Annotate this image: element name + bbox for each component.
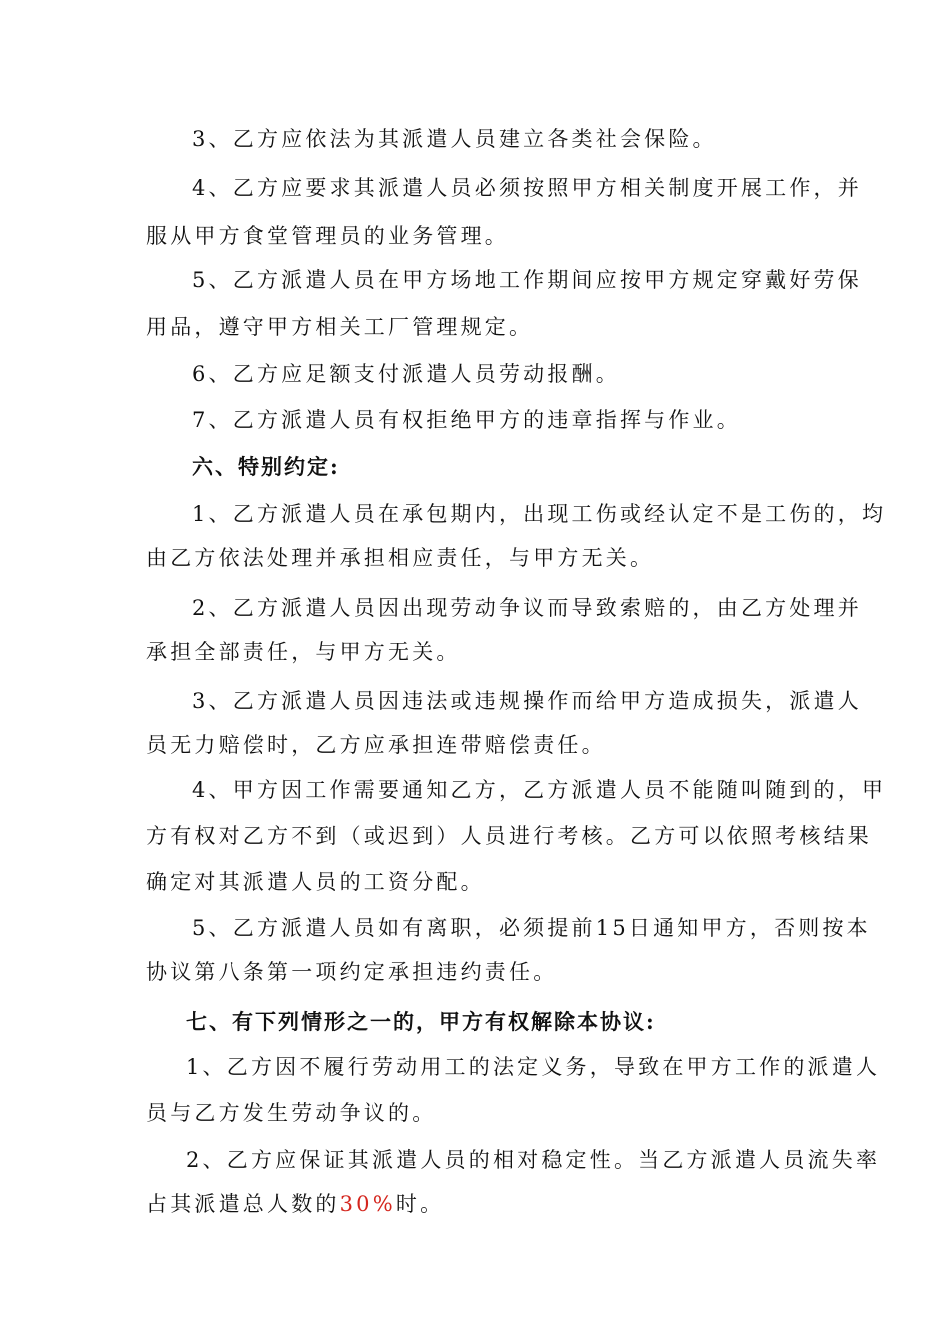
highlighted-percentage: 30% xyxy=(339,1192,396,1216)
paragraph-line: 4、乙方应要求其派遣人员必须按照甲方相关制度开展工作，并 xyxy=(192,176,862,200)
paragraph-line: 6、乙方应足额支付派遣人员劳动报酬。 xyxy=(192,362,620,386)
paragraph-line: 员无力赔偿时，乙方应承担连带赔偿责任。 xyxy=(146,733,606,757)
paragraph-line: 用品，遵守甲方相关工厂管理规定。 xyxy=(146,315,534,339)
paragraph-line: 承担全部责任，与甲方无关。 xyxy=(146,640,461,664)
paragraph-line: 员与乙方发生劳动争议的。 xyxy=(146,1101,437,1125)
paragraph-line: 7、乙方派遣人员有权拒绝甲方的违章指挥与作业。 xyxy=(192,408,741,432)
paragraph-line: 3、乙方派遣人员因违法或违规操作而给甲方造成损失，派遣人 xyxy=(192,689,862,713)
paragraph-line: 4、甲方因工作需要通知乙方，乙方派遣人员不能随叫随到的，甲 xyxy=(192,778,887,802)
paragraph-text: 占其派遣总人数的 xyxy=(146,1192,340,1216)
paragraph-line: 服从甲方食堂管理员的业务管理。 xyxy=(146,224,509,248)
paragraph-line: 1、乙方派遣人员在承包期内，出现工伤或经认定不是工伤的，均 xyxy=(192,502,887,526)
paragraph-line: 5、乙方派遣人员如有离职，必须提前15日通知甲方，否则按本 xyxy=(192,916,871,940)
paragraph-line: 由乙方依法处理并承担相应责任，与甲方无关。 xyxy=(146,546,655,570)
paragraph-line: 2、乙方派遣人员因出现劳动争议而导致索赔的，由乙方处理并 xyxy=(192,596,862,620)
section-heading: 七、有下列情形之一的，甲方有权解除本协议: xyxy=(186,1009,656,1034)
paragraph-line: 2、乙方应保证其派遣人员的相对稳定性。当乙方派遣人员流失率 xyxy=(186,1148,881,1172)
paragraph-line: 1、乙方因不履行劳动用工的法定义务，导致在甲方工作的派遣人 xyxy=(186,1055,881,1079)
section-heading: 六、特别约定: xyxy=(192,454,340,479)
paragraph-line: 协议第八条第一项约定承担违约责任。 xyxy=(146,960,558,984)
paragraph-line: 确定对其派遣人员的工资分配。 xyxy=(146,870,485,894)
paragraph-text-tail: 时。 xyxy=(395,1192,445,1216)
paragraph-line: 方有权对乙方不到（或迟到）人员进行考核。乙方可以依照考核结果 xyxy=(146,824,872,848)
paragraph-line: 3、乙方应依法为其派遣人员建立各类社会保险。 xyxy=(192,127,717,151)
paragraph-line: 5、乙方派遣人员在甲方场地工作期间应按甲方规定穿戴好劳保 xyxy=(192,268,862,292)
paragraph-line xyxy=(146,1190,806,1218)
